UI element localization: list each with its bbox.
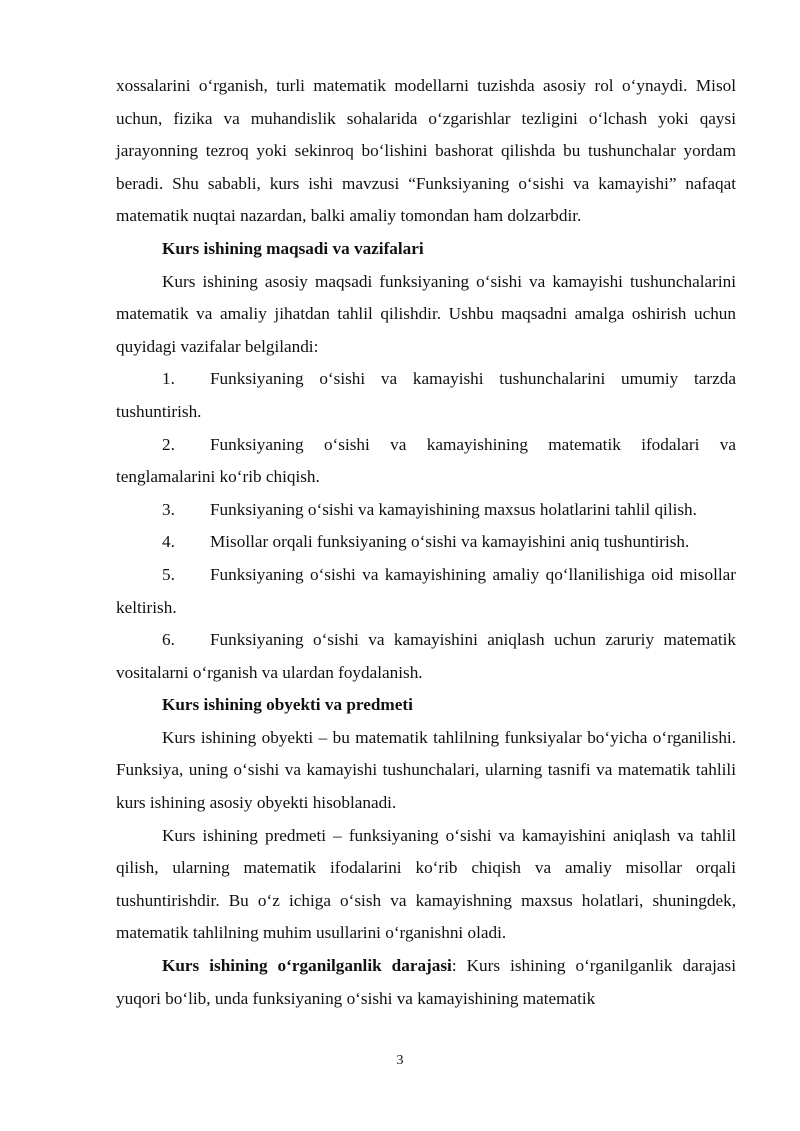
task-text: Misollar orqali funksiyaning o‘sishi va kamayishini aniq tushuntirish. [210,532,690,552]
document-page [116,70,736,1015]
task-text: Funksiyaning o‘sishi va kamayishini aniqlash uchun zaruriy matematik vositalarni o‘rganish va ulardan foydalanish. [116,630,736,682]
degree-heading: Kurs ishining o‘rganilganlik darajasi [162,956,452,976]
task-item [116,494,736,527]
object-paragraph: Kurs ishining obyekti – bu matematik tahlilning funksiyalar bo‘yicha o‘rganilishi. Funksiya, uning o‘sishi va kamayishi tushunchalari, ularning tasnifi va matematik tahlili kurs ishining asosiy obyekti hisoblanadi. [116,727,736,813]
degree-text: : Kurs ishining o‘rganilganlik darajasi yuqori bo‘lib, unda funksiyaning o‘sishi va kamayishining matematik [116,956,736,1008]
task-text: Funksiyaning o‘sishi va kamayishining amaliy qo‘llanilishiga oid misollar keltirish. [116,564,736,617]
page-number: 3 [396,1053,404,1068]
goal-heading: Kurs ishining maqsadi va vazifalari [162,238,424,258]
task-number: 5. [162,564,175,584]
degree-paragraph [116,950,736,1015]
task-number: 3. [162,499,175,519]
task-text: Funksiyaning o‘sishi va kamayishining maxsus holatlarini tahlil qilish. [210,499,697,519]
task-item [116,526,736,559]
subject-paragraph: Kurs ishining predmeti – funksiyaning o‘sishi va kamayishini aniqlash va tahlil qilish, ularning matematik ifodalarini ko‘rib chiqish va amaliy misollar orqali tushuntirishdir. Bu o‘z ichiga o‘sish va kamayishning maxsus holatlari, shuningdek, matematik tahlilning muhim usullarini o‘rganishni oladi. [116,825,736,943]
task-list [116,363,736,689]
goal-paragraph: Kurs ishining asosiy maqsadi funksiyaning o‘sishi va kamayishi tushunchalarini matematik va amaliy jihatdan tahlil qilishdir. Ushbu maqsadni amalga oshirish uchun quyidagi vazifalar belgilandi: [116,271,736,356]
task-number: 6. [162,630,175,650]
task-item [116,429,736,494]
task-item [116,559,736,624]
task-number: 4. [162,532,175,552]
task-text: Funksiyaning o‘sishi va kamayishining matematik ifodalari va tenglamalarini ko‘rib chiqish. [116,434,736,487]
task-item [116,363,736,428]
task-item [116,624,736,689]
intro-paragraph: xossalarini o‘rganish, turli matematik modellarni tuzishda asosiy rol o‘ynaydi. Misol uchun, fizika va muhandislik sohalarida o‘zgarishlar tezligini o‘lchash yoki qaysi jarayonning tezroq yoki sekinroq bo‘lishini bashorat qilishda bu tushunchalar yordam beradi. Shu sababli, kurs ishi mavzusi “Funksiyaning o‘sishi va kamayishi” nafaqat matematik nuqtai nazardan, balki amaliy tomondan ham dolzarbdir. [116,76,736,226]
task-number: 1. [162,369,175,389]
task-text: Funksiyaning o‘sishi va kamayishi tushunchalarini umumiy tarzda tushuntirish. [116,369,736,421]
task-number: 2. [162,434,175,454]
object-heading: Kurs ishining obyekti va predmeti [162,695,413,715]
